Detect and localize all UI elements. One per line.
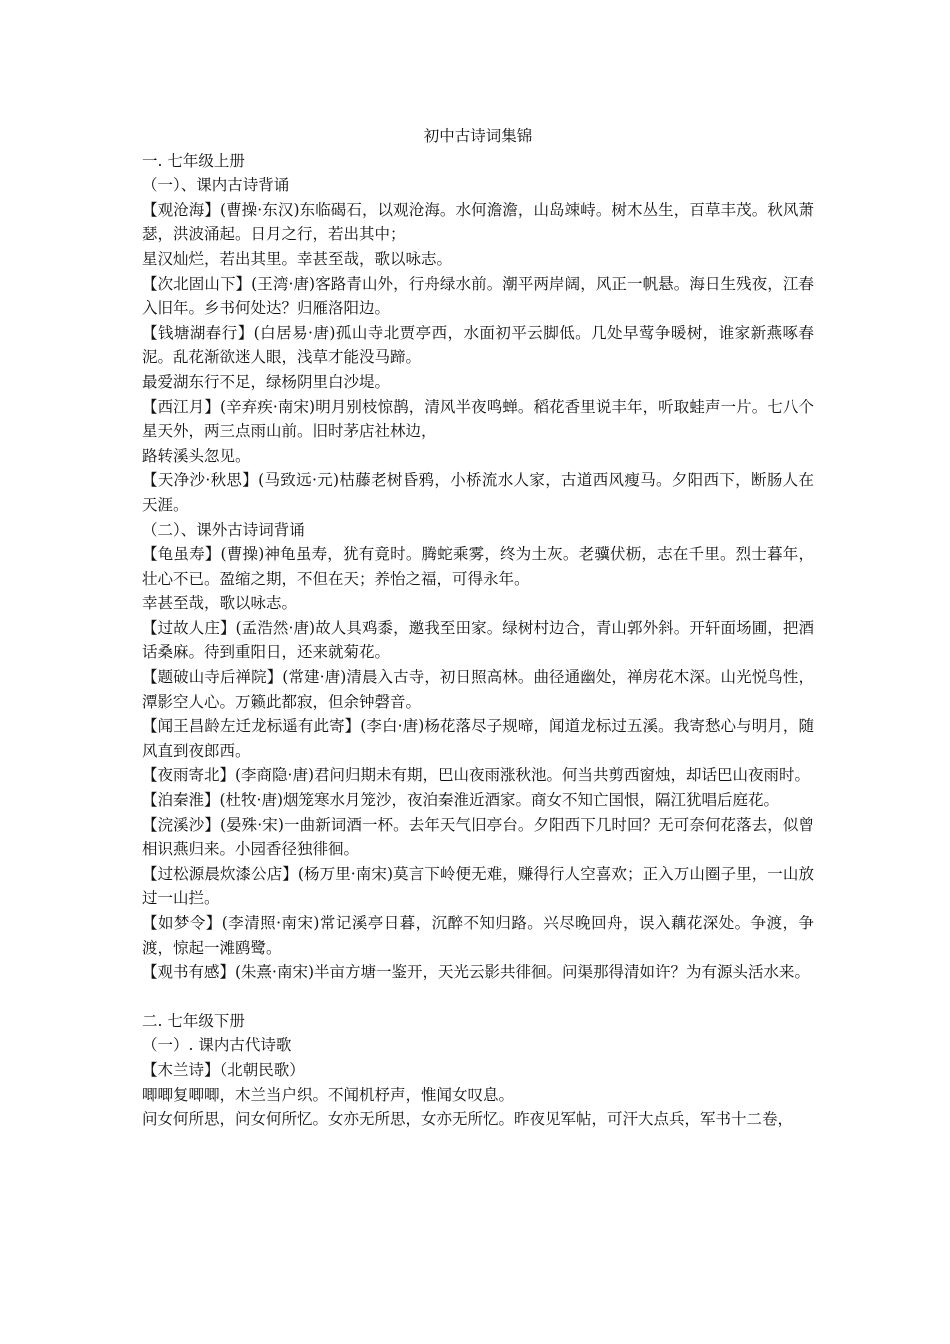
poem-paragraph: 【如梦令】(李清照·南宋)常记溪亭日暮，沉醉不知归路。兴尽晚回舟，误入藕花深处。争渡，争渡，惊起一滩鸥鹭。	[142, 914, 814, 957]
poem-paragraph: 最爱湖东行不足，绿杨阴里白沙堤。	[142, 372, 391, 391]
poem-paragraph: 【过松源晨炊漆公店】(杨万里·南宋)莫言下岭便无难，赚得行人空喜欢；正入万山圈子里，一山放过一山拦。	[142, 864, 814, 908]
poem-paragraph: 【夜雨寄北】(李商隐·唐)君问归期未有期，巴山夜雨涨秋池。何当共剪西窗烛，却话巴山夜雨时。	[142, 766, 811, 785]
poem-paragraph: 【西江月】(辛弃疾·南宋)明月别枝惊鹊，清风半夜鸣蝉。稻花香里说丰年，听取蛙声一片。七八个星天外，两三点雨山前。旧时茅店社林边，	[142, 397, 814, 441]
poem-paragraph: 【龟虽寿】(曹操)神龟虽寿，犹有竟时。腾蛇乘雾，终为土灰。老骥伏枥，志在千里。烈士暮年，壮心不已。盈缩之期，不但在天；养怡之福，可得永年。	[142, 545, 814, 588]
blank-line	[142, 985, 814, 1009]
poem-paragraph: 【次北固山下】(王湾·唐)客路青山外，行舟绿水前。潮平两岸阔，风正一帆悬。海日生残夜，江春入旧年。乡书何处达？归雁洛阳边。	[142, 274, 814, 318]
poem-paragraph: 【泊秦淮】(杜牧·唐)烟笼寒水月笼沙，夜泊秦淮近酒家。商女不知亡国恨，隔江犹唱后庭花。	[142, 791, 780, 810]
subsection-heading: （二）、课外古诗词背诵	[142, 520, 305, 539]
poem-paragraph: 【浣溪沙】(晏殊·宋)一曲新词酒一杯。去年天气旧亭台。夕阳西下几时回？无可奈何花落去，似曾相识燕归来。小园香径独徘徊。	[142, 815, 814, 859]
poem-paragraph: 幸甚至哉，歌以咏志。	[142, 594, 298, 613]
poem-paragraph: 【观书有感】(朱熹·南宋)半亩方塘一鉴开，天光云影共徘徊。问渠那得清如许？为有源头活水来。	[142, 963, 811, 982]
poem-paragraph: 【闻王昌龄左迁龙标遥有此寄】(李白·唐)杨花落尽子规啼，闻道龙标过五溪。我寄愁心与明月，随风直到夜郎西。	[142, 717, 814, 760]
poem-paragraph: 【钱塘湖春行】(白居易·唐)孤山寺北贾亭西，水面初平云脚低。几处早莺争暖树，谁家新燕啄春泥。乱花渐欲迷人眼，浅草才能没马蹄。	[142, 323, 814, 367]
poem-paragraph: 【过故人庄】(孟浩然·唐)故人具鸡黍，邀我至田家。绿树村边合，青山郭外斜。开轩面场圃，把酒话桑麻。待到重阳日，还来就菊花。	[142, 618, 814, 662]
poem-paragraph: 星汉灿烂，若出其里。幸甚至哉，歌以咏志。	[142, 249, 453, 268]
poem-paragraph: 路转溪头忽见。	[142, 446, 251, 465]
section-heading: 一. 七年级上册	[142, 151, 245, 170]
poem-paragraph: 【题破山寺后禅院】(常建·唐)清晨入古寺，初日照高林。曲径通幽处，禅房花木深。山光悦鸟性，潭影空人心。万籁此都寂，但余钟磬音。	[142, 668, 814, 711]
poem-paragraph: 唧唧复唧唧，木兰当户织。不闻机杼声，惟闻女叹息。	[142, 1085, 515, 1104]
subsection-heading: （一）、课内古诗背诵	[142, 176, 290, 195]
poem-paragraph: 【木兰诗】（北朝民歌）	[142, 1060, 305, 1079]
poem-paragraph: 【天净沙·秋思】(马致远·元)枯藤老树昏鸦，小桥流水人家，古道西风瘦马。夕阳西下，断肠人在天涯。	[142, 471, 814, 514]
subsection-heading: （一）. 课内古代诗歌	[142, 1036, 292, 1055]
document-title: 初中古诗词集锦	[423, 127, 533, 145]
section-heading: 二. 七年级下册	[142, 1011, 245, 1030]
poem-paragraph: 问女何所思，问女何所忆。女亦无所思，女亦无所忆。昨夜见军帖，可汗大点兵，军书十二卷，	[142, 1110, 794, 1129]
poem-paragraph: 【观沧海】(曹操·东汉)东临碣石，以观沧海。水何澹澹，山岛竦峙。树木丛生，百草丰茂。秋风萧瑟，洪波涌起。日月之行，若出其中；	[142, 200, 814, 244]
document-page	[142, 124, 814, 1132]
